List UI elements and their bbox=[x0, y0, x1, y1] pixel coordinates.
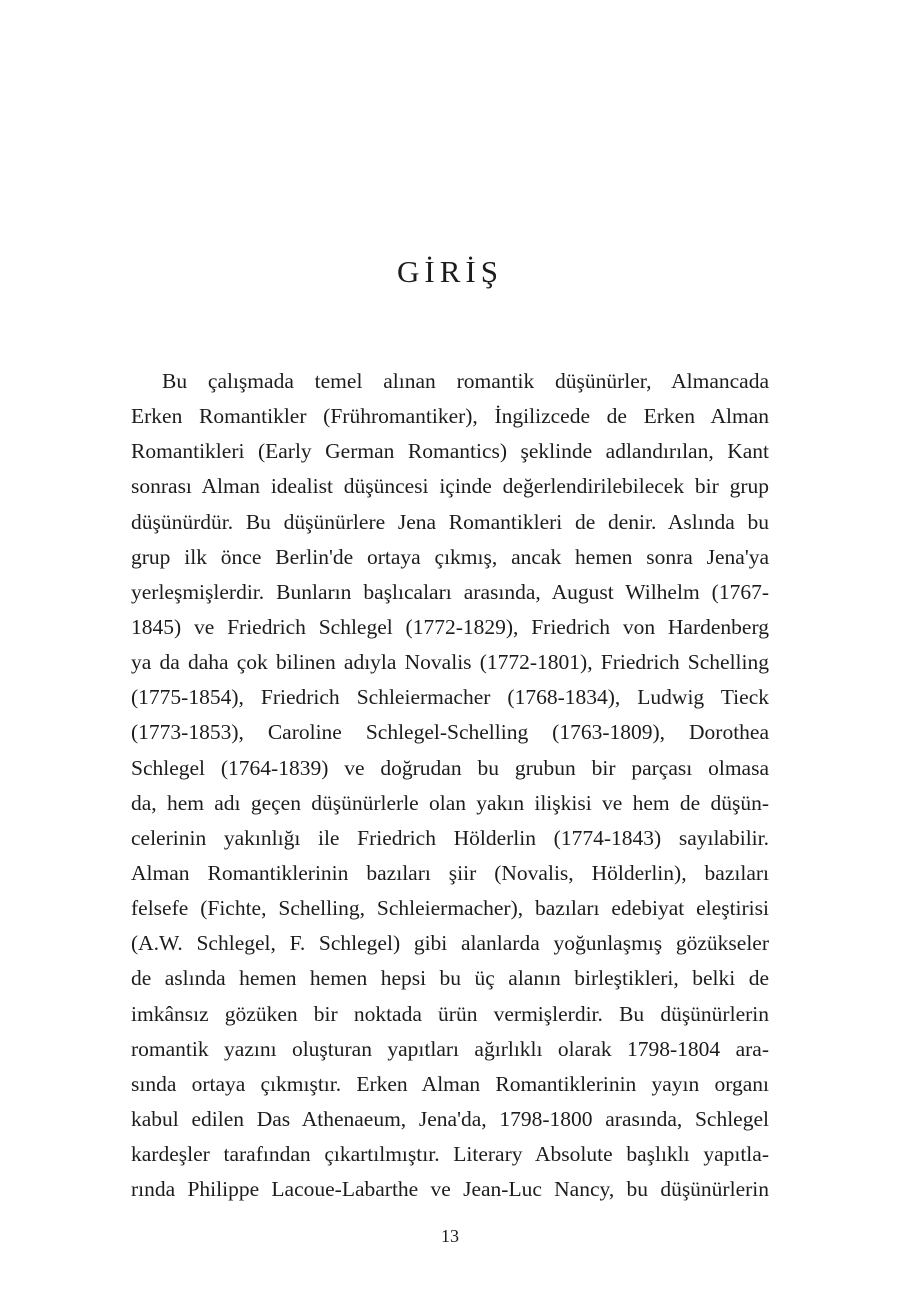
text-line: düşünürdür. Bu düşünürlere Jena Romantikleri de denir. Aslında bu bbox=[131, 509, 769, 534]
text-line: ya da daha çok bilinen adıyla Novalis (1772-1801), Friedrich Schelling bbox=[131, 650, 769, 675]
text-line: Romantikleri (Early German Romantics) şeklinde adlandırılan, Kant bbox=[131, 439, 769, 464]
chapter-title: GİRİŞ bbox=[397, 254, 503, 289]
text-line: imkânsız gözüken bir noktada ürün vermişlerdir. Bu düşünürlerin bbox=[131, 1001, 769, 1026]
text-line: Alman Romantiklerinin bazıları şiir (Novalis, Hölderlin), bazıları bbox=[131, 860, 769, 885]
text-line: (A.W. Schlegel, F. Schlegel) gibi alanlarda yoğunlaşmış gözükseler bbox=[131, 931, 769, 956]
text-line: kardeşler tarafından çıkartılmıştır. Literary Absolute başlıklı yapıtla- bbox=[131, 1142, 769, 1167]
text-line: Bu çalışmada temel alınan romantik düşünürler, Almancada bbox=[162, 369, 769, 393]
text-line: romantik yazını oluşturan yapıtları ağırlıklı olarak 1798-1804 ara- bbox=[131, 1036, 769, 1061]
body-paragraph bbox=[131, 364, 769, 1207]
text-line: Erken Romantikler (Frühromantiker), İngilizcede de Erken Alman bbox=[131, 404, 769, 429]
text-line: sında ortaya çıkmıştır. Erken Alman Romantiklerinin yayın organı bbox=[131, 1071, 769, 1096]
text-line: 1845) ve Friedrich Schlegel (1772-1829), Friedrich von Hardenberg bbox=[131, 614, 769, 639]
text-line: Schlegel (1764-1839) ve doğrudan bu grubun bir parçası olmasa bbox=[131, 755, 769, 780]
page-number: 13 bbox=[441, 1226, 459, 1246]
text-line: sonrası Alman idealist düşüncesi içinde değerlendirilebilecek bir grup bbox=[131, 474, 769, 499]
text-line: celerinin yakınlığı ile Friedrich Hölderlin (1774-1843) sayılabilir. bbox=[131, 825, 769, 850]
text-line: rında Philippe Lacoue-Labarthe ve Jean-Luc Nancy, bu düşünürlerin bbox=[131, 1177, 769, 1202]
text-line: (1775-1854), Friedrich Schleiermacher (1768-1834), Ludwig Tieck bbox=[131, 685, 769, 710]
text-line: (1773-1853), Caroline Schlegel-Schelling (1763-1809), Dorothea bbox=[131, 720, 769, 745]
text-line: da, hem adı geçen düşünürlerle olan yakın ilişkisi ve hem de düşün- bbox=[131, 790, 769, 815]
text-line: de aslında hemen hemen hepsi bu üç alanın birleştikleri, belki de bbox=[131, 966, 769, 991]
text-line: grup ilk önce Berlin'de ortaya çıkmış, ancak hemen sonra Jena'ya bbox=[131, 544, 769, 569]
text-line: yerleşmişlerdir. Bunların başlıcaları arasında, August Wilhelm (1767- bbox=[131, 579, 769, 604]
text-line: felsefe (Fichte, Schelling, Schleiermacher), bazıları edebiyat eleştirisi bbox=[131, 896, 769, 921]
text-line: kabul edilen Das Athenaeum, Jena'da, 1798-1800 arasında, Schlegel bbox=[131, 1106, 769, 1131]
